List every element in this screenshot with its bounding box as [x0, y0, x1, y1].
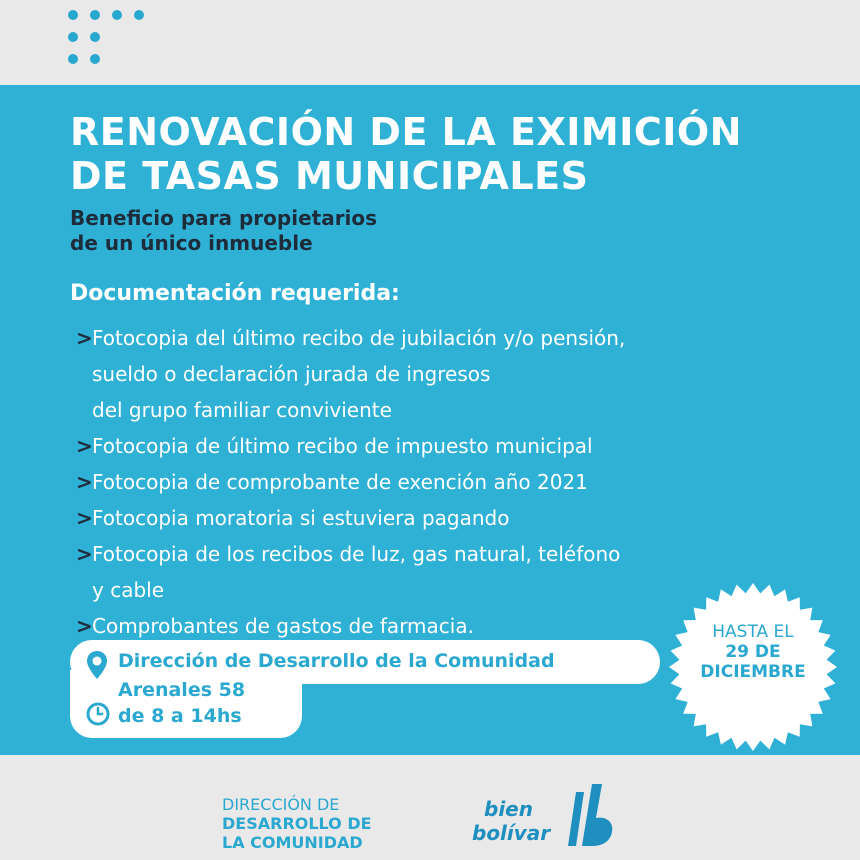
brand-line: bien: [484, 797, 533, 821]
org-line: DESARROLLO DE: [222, 814, 372, 833]
documentation-item: [76, 500, 796, 536]
dot: [68, 32, 78, 42]
documentation-item-text: Fotocopia de comprobante de exención año 2021: [92, 470, 588, 494]
office-hours: de 8 a 14hs: [118, 705, 242, 727]
deadline-badge: [668, 622, 838, 682]
documentation-item-text: Fotocopia del último recibo de jubilación y/o pensión,: [92, 326, 626, 350]
title-line: RENOVACIÓN DE LA EXIMICIÓN: [70, 110, 742, 154]
office-address: Arenales 58: [118, 679, 246, 701]
chevron-right-icon: >: [76, 434, 93, 458]
subtitle-line: Beneficio para propietarios: [70, 206, 378, 230]
chevron-right-icon: >: [76, 542, 93, 566]
badge-line: 29 DE: [725, 642, 781, 662]
documentation-item-text: sueldo o declaración jurada de ingresos: [92, 362, 491, 386]
dot: [112, 10, 122, 20]
chevron-right-icon: >: [76, 326, 93, 350]
badge-line: DICIEMBRE: [700, 662, 806, 682]
footer-organization: [222, 795, 372, 852]
brand-mark-icon: [562, 782, 614, 848]
location-info-box: [70, 640, 660, 738]
badge-line: HASTA EL: [712, 622, 794, 642]
dot: [90, 54, 100, 64]
chevron-right-icon: >: [76, 506, 93, 530]
clock-icon: [86, 702, 110, 726]
brand-line: bolívar: [472, 821, 551, 845]
chevron-right-icon: >: [76, 614, 93, 638]
documentation-item-text: Fotocopia moratoria si estuviera pagando: [92, 506, 510, 530]
office-name: Dirección de Desarrollo de la Comunidad: [118, 650, 555, 672]
chevron-right-icon: >: [76, 470, 93, 494]
org-line: DIRECCIÓN DE: [222, 795, 340, 814]
documentation-item-text: Fotocopia de los recibos de luz, gas natural, teléfono: [92, 542, 621, 566]
documentation-item-text: del grupo familiar conviviente: [92, 398, 392, 422]
dot: [134, 10, 144, 20]
subtitle: [70, 206, 570, 256]
page-title: [70, 110, 810, 198]
dot: [68, 10, 78, 20]
title-line: DE TASAS MUNICIPALES: [70, 154, 589, 198]
bien-bolivar-logo: [472, 770, 628, 850]
documentation-item: [76, 464, 796, 500]
org-line: LA COMUNIDAD: [222, 833, 363, 852]
documentation-item-text: Comprobantes de gastos de farmacia.: [92, 614, 474, 638]
documentation-item: [76, 320, 796, 428]
documentation-item-text: Fotocopia de último recibo de impuesto municipal: [92, 434, 593, 458]
documentation-item-text: y cable: [92, 578, 165, 602]
dot: [90, 32, 100, 42]
dot: [90, 10, 100, 20]
location-pin-icon: [86, 650, 108, 680]
subtitle-line: de un único inmueble: [70, 231, 313, 255]
documentation-heading: Documentación requerida:: [70, 281, 400, 306]
dot: [68, 54, 78, 64]
documentation-item: [76, 428, 796, 464]
decorative-dots: [68, 10, 158, 80]
